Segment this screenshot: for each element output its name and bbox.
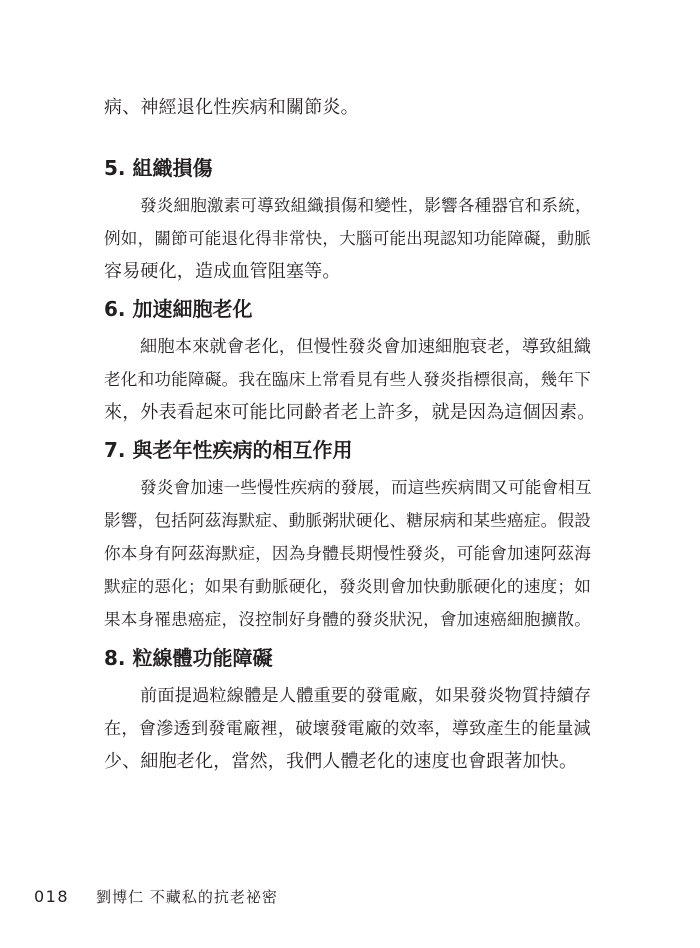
paragraph-line: 例如，關節可能退化得非常快，大腦可能出現認知功能障礙，動脈	[104, 229, 592, 248]
paragraph-line: 發炎會加速一些慢性疾病的發展，而這些疾病間又可能會相互	[140, 478, 592, 497]
paragraph-line: 少、細胞老化，當然，我們人體老化的速度也會跟著加快。	[104, 751, 578, 772]
section-heading-5: 5. 組織損傷	[104, 156, 213, 180]
page-number: 018	[34, 887, 70, 906]
paragraph-line: 細胞本來就會老化，但慢性發炎會加速細胞衰老，導致組織	[140, 337, 592, 357]
paragraph-line: 你本身有阿茲海默症，因為身體長期慢性發炎，可能會加速阿茲海	[104, 544, 592, 563]
paragraph-line: 在，會滲透到發電廠裡，破壞發電廠的效率，導致產生的能量減	[104, 719, 591, 739]
section-heading-8: 8. 粒線體功能障礙	[104, 646, 273, 670]
paragraph-line: 影響，包括阿茲海默症、動脈粥狀硬化、糖尿病和某些癌症。假設	[104, 511, 592, 530]
section-heading-7: 7. 與老年性疾病的相互作用	[104, 438, 353, 462]
paragraph-line: 果本身罹患癌症，沒控制好身體的發炎狀況，會加速癌細胞擴散。	[104, 610, 592, 629]
paragraph-line: 前面提過粒線體是人體重要的發電廠，如果發炎物質持續存	[140, 686, 592, 706]
section-heading-6: 6. 加速細胞老化	[104, 297, 253, 321]
paragraph-line: 來，外表看起來可能比同齡者老上許多，就是因為這個因素。	[104, 402, 596, 423]
continued-text-line: 病、神經退化性疾病和關節炎。	[104, 97, 359, 118]
page-footer	[34, 886, 278, 910]
paragraph-line: 容易硬化，造成血管阻塞等。	[104, 261, 341, 282]
paragraph-line: 老化和功能障礙。我在臨床上常看見有些人發炎指標很高，幾年下	[104, 370, 592, 389]
paragraph-line: 發炎細胞激素可導致組織損傷和變性，影響各種器官和系統，	[140, 196, 592, 215]
paragraph-line: 默症的惡化；如果有動脈硬化，發炎則會加快動脈硬化的速度；如	[104, 577, 592, 596]
running-book-title: 劉博仁 不藏私的抗老祕密	[96, 888, 278, 906]
